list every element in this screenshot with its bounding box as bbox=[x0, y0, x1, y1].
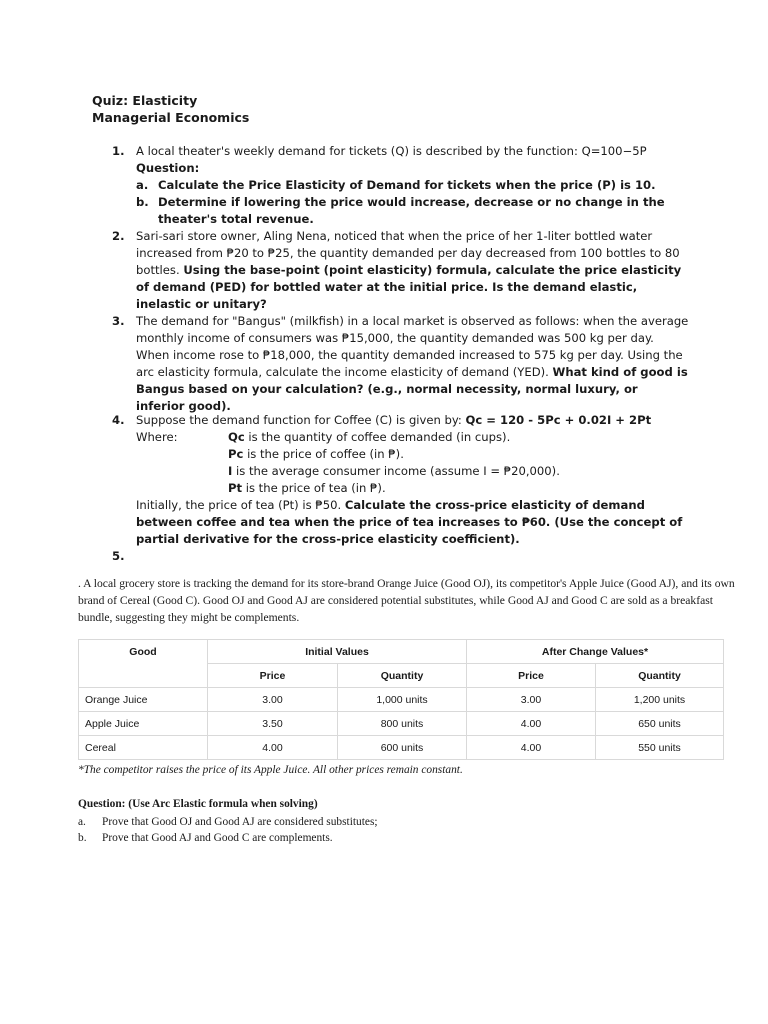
question-text: Initially, the price of tea (Pt) is ₱50. bbox=[136, 498, 342, 512]
table-header-after: After Change Values* bbox=[467, 640, 724, 664]
sub-question-a bbox=[136, 177, 690, 194]
question-number: 4. bbox=[112, 413, 125, 427]
table-subheader: Price bbox=[208, 664, 338, 688]
question-4 bbox=[100, 412, 690, 548]
table-header-initial: Initial Values bbox=[208, 640, 467, 664]
demand-formula: Qc = 120 - 5Pc + 0.02I + 2Pt bbox=[465, 413, 652, 427]
task-text: Prove that Good AJ and Good C are complements. bbox=[102, 832, 333, 844]
table-subheader: Quantity bbox=[338, 664, 467, 688]
table-cell: 800 units bbox=[338, 712, 467, 736]
question-label: Question: bbox=[136, 161, 200, 175]
def-term: I bbox=[228, 464, 233, 478]
table-cell: 3.50 bbox=[208, 712, 338, 736]
where-label: Where: bbox=[136, 430, 178, 444]
def-term: Qc bbox=[228, 430, 245, 444]
data-table bbox=[78, 639, 724, 760]
sub-question-label: b. bbox=[136, 195, 149, 209]
def-desc: is the average consumer income (assume I = ₱20,000). bbox=[236, 464, 560, 478]
def-term: Pt bbox=[228, 481, 243, 495]
table-cell: Orange Juice bbox=[79, 688, 208, 712]
question-number: 2. bbox=[112, 229, 125, 243]
table-header-row bbox=[79, 640, 724, 664]
question-number: 3. bbox=[112, 314, 125, 328]
def-term: Pc bbox=[228, 447, 244, 461]
question-text: The demand for "Bangus" (milkfish) in a local market is observed as follows: when the average monthly income of consumers was ₱15,000, the quantity demanded was 500 kg per day. When income rose to ₱18,000, the quantity demanded increased to 575 kg per day. Using the arc elasticity formula, calculate the income elasticity of demand (YED). bbox=[136, 314, 689, 379]
table-cell: 4.00 bbox=[208, 736, 338, 760]
task-label: b. bbox=[78, 832, 87, 844]
question-1 bbox=[100, 143, 690, 228]
table-cell: 1,000 units bbox=[338, 688, 467, 712]
table-row bbox=[79, 712, 724, 736]
table-subheader: Price bbox=[467, 664, 596, 688]
table-row bbox=[79, 736, 724, 760]
sub-question-label: a. bbox=[136, 178, 149, 192]
variable-definitions bbox=[136, 429, 690, 497]
question-emphasis: Calculate the cross-price elasticity of demand between coffee and tea when the price of tea increases to ₱60. (Use the concept of partial derivative for the cross-price elasticity coefficient). bbox=[136, 498, 683, 546]
def-desc: is the price of coffee (in ₱). bbox=[247, 447, 404, 461]
question-3 bbox=[100, 313, 690, 415]
table-footnote: *The competitor raises the price of its Apple Juice. All other prices remain constant. bbox=[78, 764, 463, 776]
question-number: 5. bbox=[112, 549, 125, 563]
question-emphasis: Using the base-point (point elasticity) formula, calculate the price elasticity of demand (PED) for bottled water at the initial price. Is the demand elastic, inelastic or unitary? bbox=[136, 263, 682, 311]
page-title: Quiz: Elasticity bbox=[92, 93, 198, 108]
sub-question-text: Calculate the Price Elasticity of Demand for tickets when the price (P) is 10. bbox=[158, 178, 656, 192]
table-cell: 4.00 bbox=[467, 736, 596, 760]
table-cell: 4.00 bbox=[467, 712, 596, 736]
def-desc: is the price of tea (in ₱). bbox=[245, 481, 386, 495]
question-5-text: . A local grocery store is tracking the demand for its store-brand Orange Juice (Good OJ), its competitor's Apple Juice (Good AJ), and its own brand of Cereal (Good C). Good OJ and Good AJ are considered potential substitutes, while Good AJ and Good C are sold as a breakfast bundle, suggesting they might be complements. bbox=[78, 577, 735, 624]
table-cell: Cereal bbox=[79, 736, 208, 760]
question-2 bbox=[100, 228, 690, 313]
task-item bbox=[78, 830, 378, 846]
table-row bbox=[79, 688, 724, 712]
sub-question-text: Determine if lowering the price would increase, decrease or no change in the theater's total revenue. bbox=[158, 195, 665, 226]
table-cell: 550 units bbox=[596, 736, 724, 760]
task-title: Question: (Use Arc Elastic formula when solving) bbox=[78, 798, 318, 810]
table-header-good: Good bbox=[79, 640, 208, 688]
question-5-tasks bbox=[78, 796, 378, 846]
question-text: Sari-sari store owner, Aling Nena, noticed that when the price of her 1-liter bottled water increased from ₱20 to ₱25, the quantity demanded per day decreased from 100 bottles to 80 bottles. bbox=[136, 229, 680, 277]
table-cell: 1,200 units bbox=[596, 688, 724, 712]
task-item bbox=[78, 814, 378, 830]
question-text: A local theater's weekly demand for tickets (Q) is described by the function: Q=100−5P bbox=[136, 144, 647, 158]
table-subheader: Quantity bbox=[596, 664, 724, 688]
question-number: 1. bbox=[112, 144, 125, 158]
task-text: Prove that Good OJ and Good AJ are considered substitutes; bbox=[102, 816, 378, 828]
task-label: a. bbox=[78, 816, 86, 828]
sub-question-b bbox=[136, 194, 690, 228]
question-text: Suppose the demand function for Coffee (C) is given by: bbox=[136, 413, 462, 427]
table-cell: 3.00 bbox=[467, 688, 596, 712]
question-emphasis: What kind of good is Bangus based on your calculation? (e.g., normal necessity, normal luxury, or inferior good). bbox=[136, 365, 688, 413]
table-cell: 650 units bbox=[596, 712, 724, 736]
table-cell: Apple Juice bbox=[79, 712, 208, 736]
table-cell: 600 units bbox=[338, 736, 467, 760]
page-subtitle: Managerial Economics bbox=[92, 110, 250, 125]
def-desc: is the quantity of coffee demanded (in cups). bbox=[248, 430, 511, 444]
table-cell: 3.00 bbox=[208, 688, 338, 712]
